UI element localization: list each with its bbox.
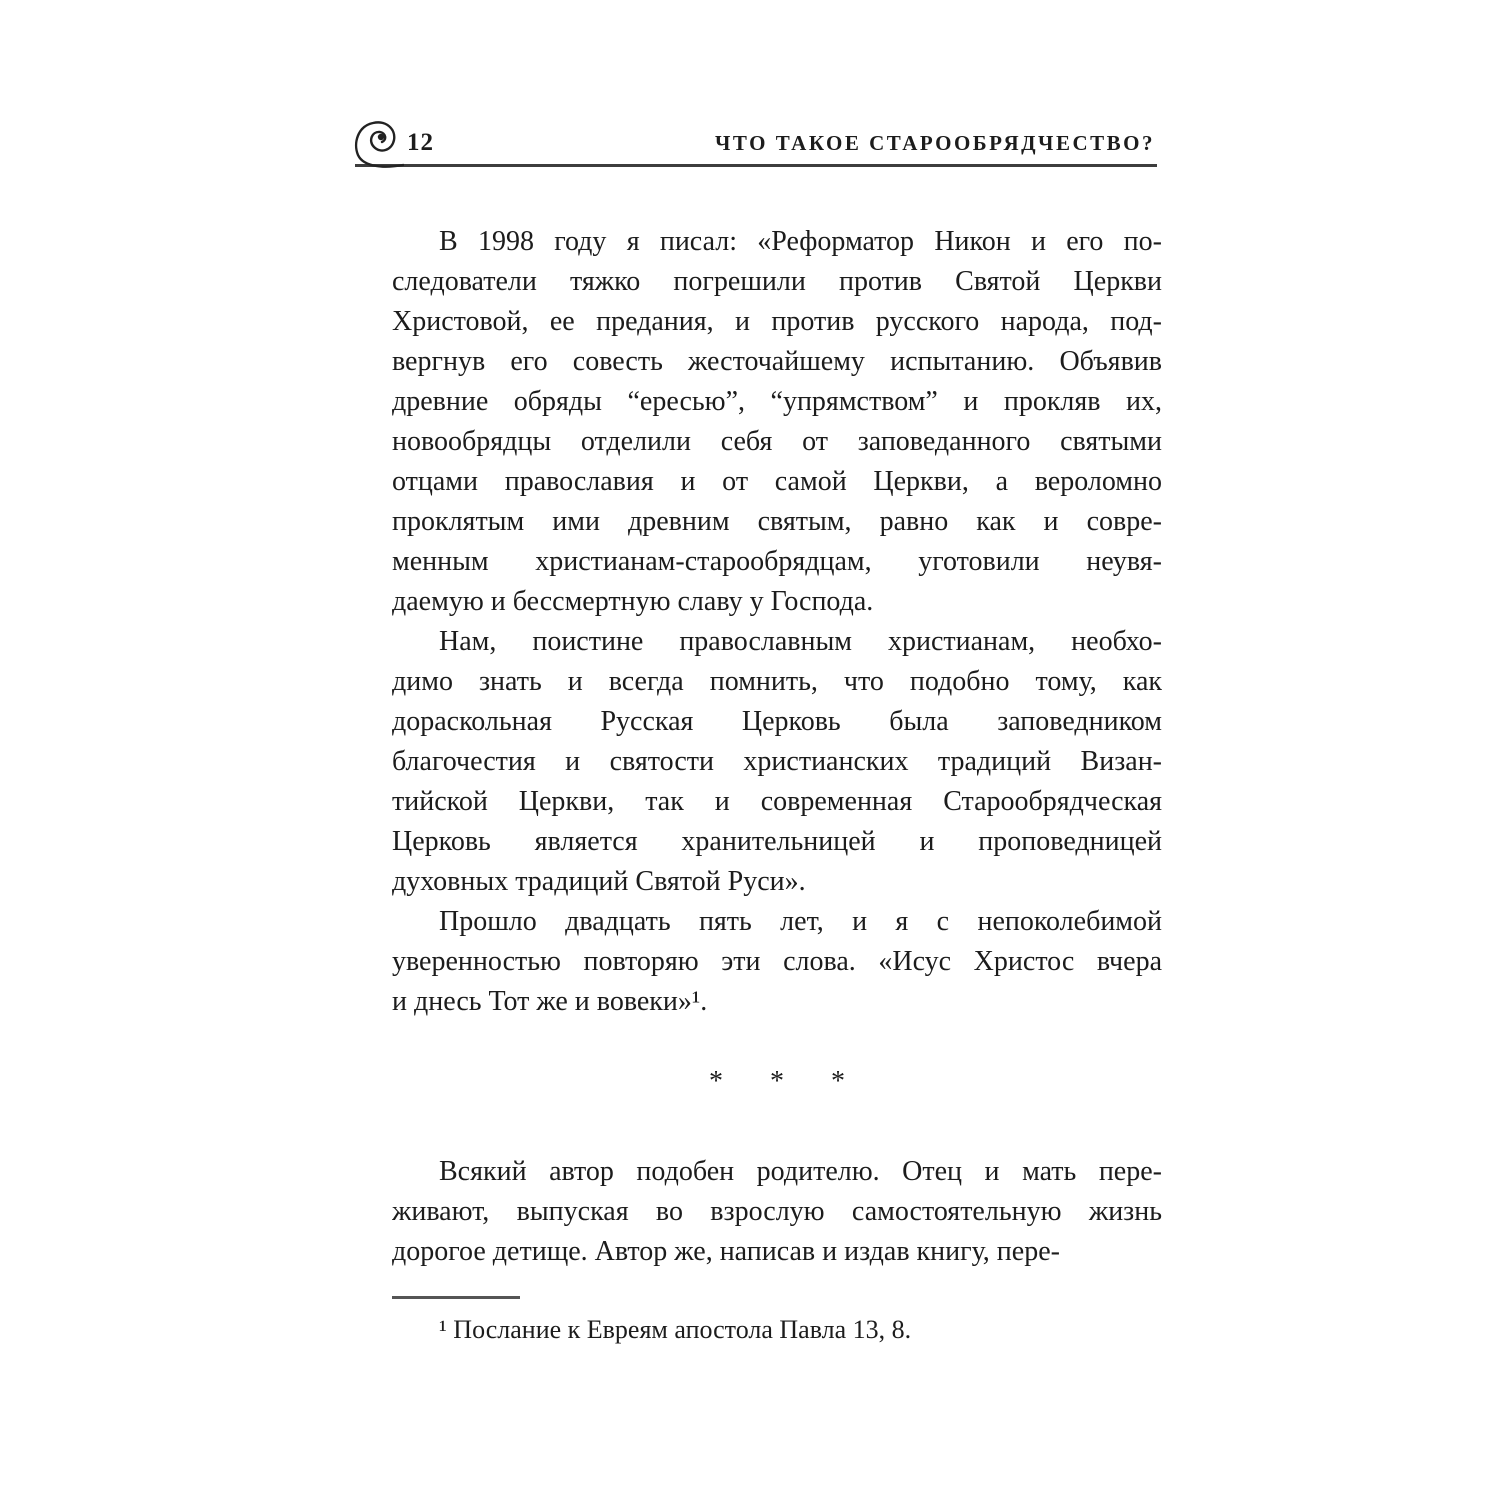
text-line: димо знать и всегда помнить, что подобно тому, как: [392, 666, 1162, 697]
footnote: ¹ Послание к Евреям апостола Павла 13, 8.: [439, 1315, 912, 1344]
text-line: Церковь является хранительницей и проповедницей: [392, 826, 1162, 857]
spiral-flourish-icon: [352, 115, 404, 169]
text-line: уверенностью повторяю эти слова. «Исус Христос вчера: [392, 946, 1162, 977]
paragraph: [392, 622, 1162, 902]
text-line: Всякий автор подобен родителю. Отец и мать пере-: [439, 1156, 1162, 1187]
asterisk-separator: * * *: [709, 1066, 845, 1097]
text-line: отцами православия и от самой Церкви, а вероломно: [392, 466, 1162, 497]
text-line: менным христианам-старообрядцам, уготовили неувя-: [392, 546, 1162, 577]
text-line: вергнув его совесть жесточайшему испытанию. Объявив: [392, 346, 1162, 377]
spiral-center-dot: [378, 134, 384, 140]
text-line: дораскольная Русская Церковь была заповедником: [392, 706, 1162, 737]
footnote-rule: [392, 1296, 520, 1299]
page-number: 12: [407, 129, 434, 156]
page-header: [355, 116, 1157, 167]
text-line: Нам, поистине православным христианам, необхо-: [439, 626, 1162, 657]
text-line: даемую и бессмертную славу у Господа.: [392, 586, 874, 617]
text-line: тийской Церкви, так и современная Старообрядческая: [392, 786, 1162, 817]
text-line: Христовой, ее предания, и против русского народа, под-: [392, 306, 1162, 337]
text-line: древние обряды “ересью”, “упрямством” и прокляв их,: [392, 386, 1162, 417]
text-line: новообрядцы отделили себя от заповеданного святыми: [392, 426, 1162, 457]
text-line: духовных традиций Святой Руси».: [392, 866, 806, 897]
text-line: Прошло двадцать пять лет, и я с непоколебимой: [439, 906, 1162, 937]
text-line: и днесь Тот же и вовеки»¹.: [392, 986, 708, 1017]
running-title: ЧТО ТАКОЕ СТАРООБРЯДЧЕСТВО?: [714, 131, 1155, 155]
paragraph: [392, 1152, 1162, 1272]
text-line: следователи тяжко погрешили против Святой Церкви: [392, 266, 1162, 297]
text-line: проклятым ими древним святым, равно как и совре-: [392, 506, 1162, 537]
text-line: живают, выпуская во взрослую самостоятельную жизнь: [392, 1196, 1162, 1227]
text-line: благочестия и святости христианских традиций Визан-: [392, 746, 1162, 777]
body-text: [392, 222, 1162, 1272]
paragraph: [392, 222, 1162, 622]
text-line: дорогое детище. Автор же, написав и издав книгу, пере-: [392, 1236, 1060, 1267]
text-line: В 1998 году я писал: «Реформатор Никон и его по-: [439, 226, 1162, 257]
paragraph: [392, 902, 1162, 1022]
